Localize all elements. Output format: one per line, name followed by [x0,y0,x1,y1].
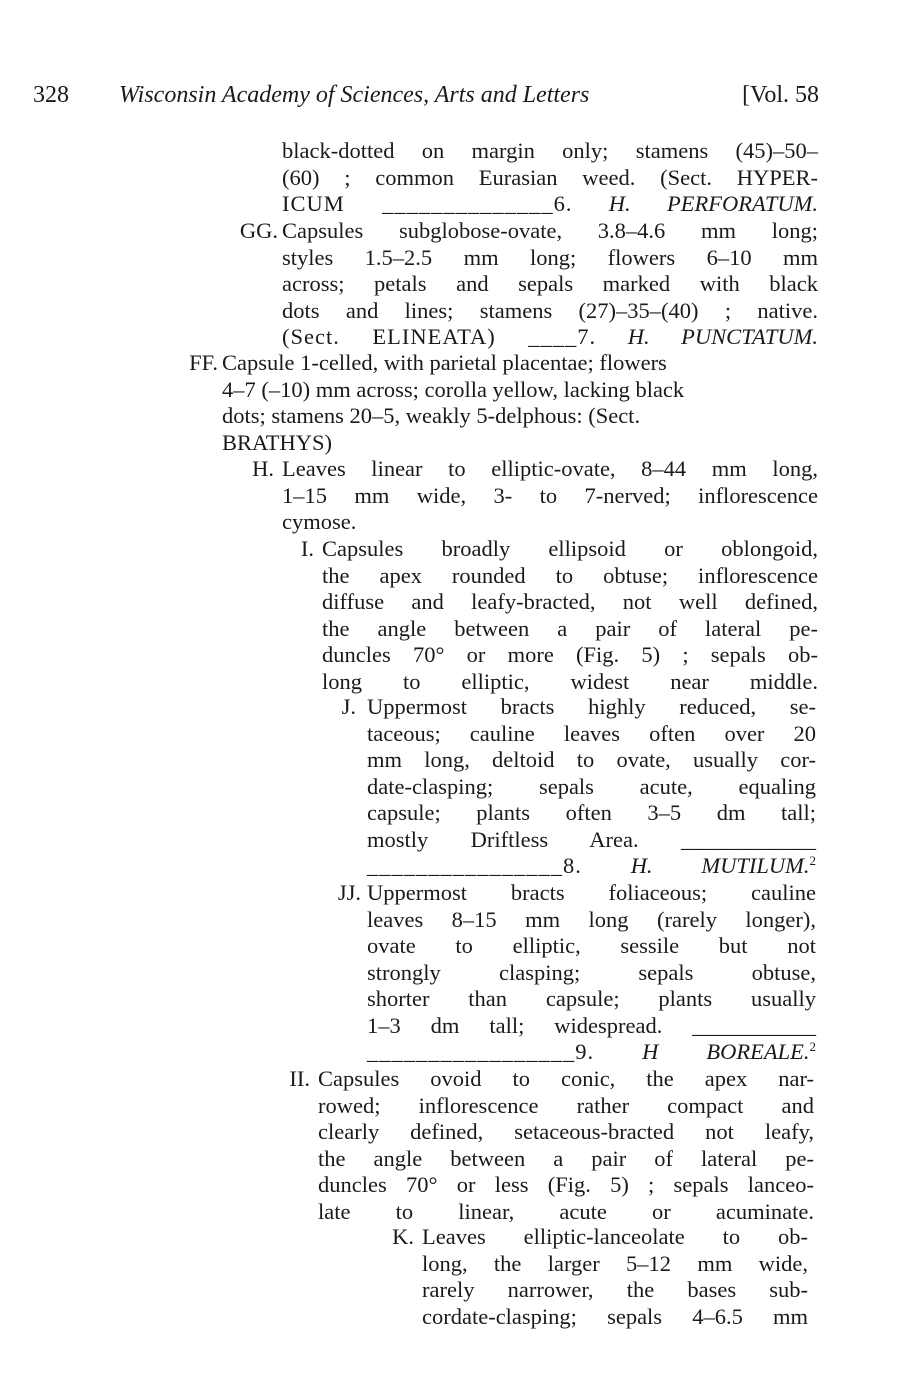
text-line: Capsules subglobose-ovate, 3.8–4.6 mm long; [282,218,818,243]
entry-text [322,536,818,695]
text-line: Uppermost bracts foliaceous; cauline [367,880,816,905]
page-number: 328 [33,82,69,108]
entry-text [367,880,816,1066]
key-entry-k [392,1224,808,1330]
text-line: 4–7 (–10) mm across; corolla yellow, lacking black [222,376,685,402]
key-entry-jj [337,880,817,1066]
text-line: mm long, deltoid to ovate, usually cor- [367,747,816,772]
footnote-ref: 2 [809,853,816,868]
taxon-name: H BOREALE. [642,1039,810,1064]
leader-line [367,853,816,880]
text-line: Capsules ovoid to conic, the apex nar- [318,1066,814,1091]
entry-label: H. [252,456,274,481]
text-line: cymose. [282,509,357,534]
text-line: date-clasping; sepals acute, equaling [367,773,816,799]
text-line: 1–3 dm tall; widespread. ___________ [367,1012,816,1038]
leader-dots: ICUM ______________6. [282,191,573,216]
entry-text [282,218,818,351]
text-line: diffuse and leafy-bracted, not well defined, [322,589,818,614]
entry-label: I. [300,536,314,561]
running-title: Wisconsin Academy of Sciences, Arts and Letters [119,82,590,108]
key-entry-gg [239,218,819,351]
text-line: duncles 70° or less (Fig. 5) ; sepals lanceo- [318,1172,814,1197]
text-line: long to elliptic, widest near middle. [322,668,818,694]
entry-text [367,694,816,880]
text-line: shorter than capsule; plants usually [367,986,816,1011]
entry-text [318,1066,814,1225]
text-line: strongly clasping; sepals obtuse, [367,959,816,985]
text-line: BRATHYS) [222,429,333,455]
text-line: cordate-clasping; sepals 4–6.5 mm [422,1303,808,1329]
leader-line [282,191,818,218]
entry-text [282,138,818,218]
text-line: Capsule 1-celled, with parietal placentae; flowers [222,350,667,375]
text-line: rowed; inflorescence rather compact and [318,1092,814,1118]
text-line: dots; stamens 20–5, weakly 5-delphous: (Sect. [222,403,641,428]
entry-label: GG. [239,218,278,243]
text-line: duncles 70° or more (Fig. 5) ; sepals ob- [322,642,818,667]
text-line: across; petals and sepals marked with black [282,271,818,296]
entry-text [222,350,818,456]
key-entry-i [300,536,818,695]
text-line: long, the larger 5–12 mm wide, [422,1250,808,1276]
text-line: capsule; plants often 3–5 dm tall; [367,800,816,825]
text-line: dots and lines; stamens (27)–35–(40) ; native. [282,297,818,323]
text-line: the angle between a pair of lateral pe- [322,615,818,641]
text-line: 1–15 mm wide, 3- to 7-nerved; inflorescence [282,482,818,508]
entry-label: FF. [189,350,218,375]
leader-dots: (Sect. ELINEATA) ____7. [282,324,597,349]
key-entry-ff [189,350,818,456]
leader-dots: ________________8. [367,853,582,878]
entry-text [422,1224,808,1330]
entry-label: K. [392,1224,414,1249]
key-entry-ii [289,1066,814,1225]
entry-label: II. [289,1066,310,1091]
text-line: Capsules broadly ellipsoid or oblongoid, [322,536,818,561]
text-line: (60) ; common Eurasian weed. (Sect. HYPER- [282,164,818,190]
text-line: Uppermost bracts highly reduced, se- [367,694,816,719]
text-line: late to linear, acute or acuminate. [318,1198,814,1224]
volume-label: [Vol. 58 [742,82,819,108]
text-line: taceous; cauline leaves often over 20 [367,720,816,746]
key-entry-h [252,456,818,536]
taxon-name: H. PUNCTATUM. [627,324,819,349]
key-entry-continuation [282,138,818,218]
key-entry-j [341,694,816,880]
taxon-name: H. PERFORATUM. [608,191,818,216]
text-line: the angle between a pair of lateral pe- [318,1145,814,1171]
text-line: black-dotted on margin only; stamens (45)–50– [282,138,818,163]
text-line: Leaves linear to elliptic-ovate, 8–44 mm long, [282,456,818,481]
text-line: Leaves elliptic-lanceolate to ob- [422,1224,808,1249]
taxon-name: H. MUTILUM. [630,853,810,878]
text-line: rarely narrower, the bases sub- [422,1277,808,1302]
text-line: the apex rounded to obtuse; inflorescence [322,562,818,588]
leader-line [367,1039,816,1066]
leader-dots: _________________9. [367,1039,595,1064]
entry-label: J. [341,694,356,719]
entry-label: JJ. [337,880,361,905]
entry-text [282,456,818,536]
text-line: styles 1.5–2.5 mm long; flowers 6–10 mm [282,244,818,270]
text-line: leaves 8–15 mm long (rarely longer), [367,906,816,932]
text-line: clearly defined, setaceous-bracted not leafy, [318,1119,814,1144]
text-line: mostly Driftless Area. ____________ [367,826,816,852]
leader-line [282,324,818,351]
footnote-ref: 2 [809,1039,817,1054]
text-line: ovate to elliptic, sessile but not [367,933,816,958]
